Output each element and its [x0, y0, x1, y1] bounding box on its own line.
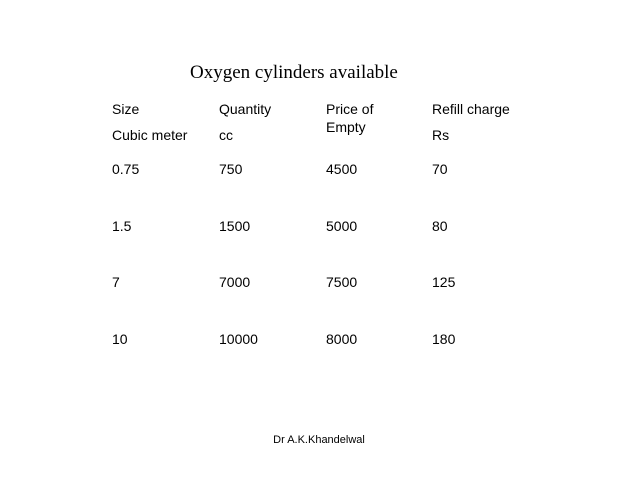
header-quantity-line-2: cc — [219, 127, 233, 143]
slide-title: Oxygen cylinders available — [190, 62, 398, 83]
table-cell-refill: 180 — [432, 331, 456, 347]
table-cell-price: 5000 — [326, 218, 358, 234]
header-quantity — [219, 99, 271, 145]
table-cell-price: 4500 — [326, 161, 358, 177]
table-cell-quantity: 7000 — [219, 274, 251, 290]
header-price-line-1: Price of — [326, 101, 374, 117]
author-footer: Dr A.K.Khandelwal — [273, 434, 365, 446]
header-size — [112, 99, 187, 145]
table-cell-size: 1.5 — [112, 218, 132, 234]
table-cell-quantity: 1500 — [219, 218, 251, 234]
header-price — [326, 100, 373, 136]
header-price-line-2: Empty — [326, 119, 366, 135]
header-refill-line-2: Rs — [432, 127, 450, 143]
header-refill — [432, 99, 510, 145]
header-size-line-2: Cubic meter — [112, 127, 188, 143]
table-cell-quantity: 750 — [219, 161, 243, 177]
table-cell-refill: 125 — [432, 274, 456, 290]
table-cell-price: 7500 — [326, 274, 358, 290]
table-cell-quantity: 10000 — [219, 331, 258, 347]
table-cell-size: 10 — [112, 331, 128, 347]
header-size-line-1: Size — [112, 101, 140, 117]
header-refill-line-1: Refill charge — [432, 101, 510, 117]
table-cell-refill: 70 — [432, 161, 448, 177]
table-cell-size: 0.75 — [112, 161, 140, 177]
header-quantity-line-1: Quantity — [219, 101, 272, 117]
table-cell-refill: 80 — [432, 218, 448, 234]
table-cell-price: 8000 — [326, 331, 358, 347]
table-cell-size: 7 — [112, 274, 120, 290]
